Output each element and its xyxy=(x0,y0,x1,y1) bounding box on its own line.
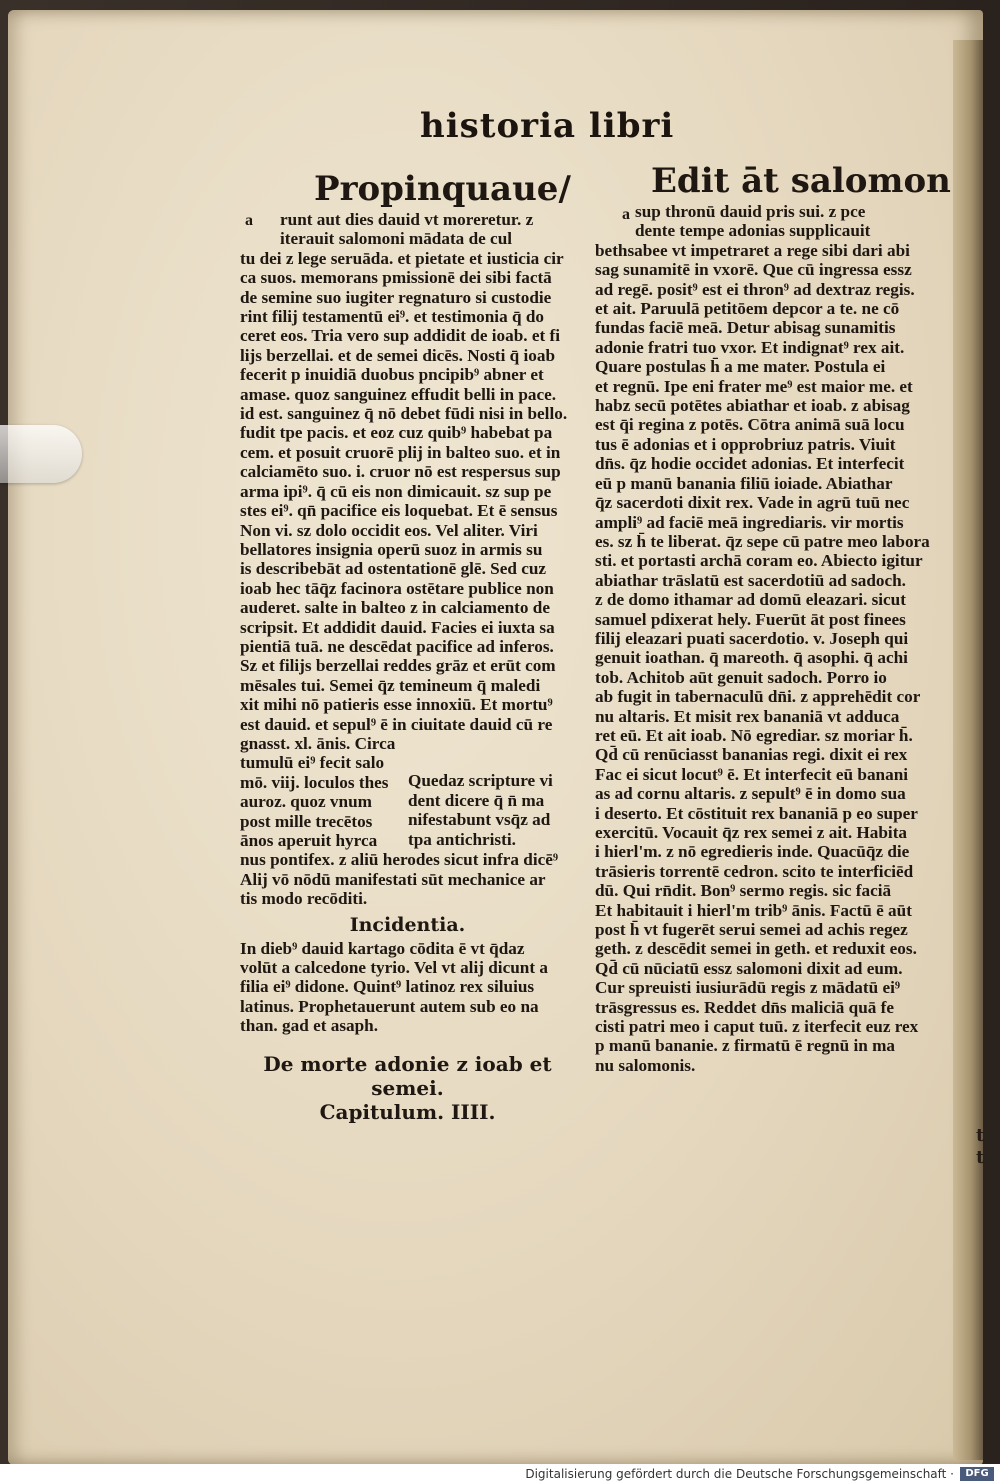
text-line: dn̄s. q̄z hodie occidet adonias. Et interfecit xyxy=(595,454,905,474)
text-line: sti. et portasti archā coram eo. Abiecto igitur xyxy=(595,551,923,571)
text-line: post mille trecētos xyxy=(240,811,373,831)
text-line: nus pontifex. z aliū herodes sicut infra dicē⁹ xyxy=(240,850,559,870)
right-marginal-letter: a xyxy=(622,206,630,223)
text-line: In dieb⁹ dauid kartago cōdita ē vt q̄daz xyxy=(240,938,525,958)
left-column xyxy=(240,168,575,1124)
text-line: fudit tpe pacis. et eoz cuz quib⁹ habebat pa xyxy=(240,423,553,443)
left-subcolumns xyxy=(240,753,575,850)
footer-bar xyxy=(0,1464,1000,1484)
text-line: auderet. salte in balteo z in calciamento de xyxy=(240,598,550,618)
text-line: et regnū. Ipe eni frater me⁹ est maior me. et xyxy=(595,376,913,396)
right-column xyxy=(595,160,951,1075)
text-line: lijs berzellai. et de semei dicēs. Nosti q̄ ioab xyxy=(240,345,556,365)
text-line: Fac ei sicut locut⁹ ē. Et interfecit eū banani xyxy=(595,764,909,784)
text-line: id est. sanguinez q̄ nō debet fūdi nisi in bello. xyxy=(240,404,568,424)
text-line: ret eū. Et ait ioab. Nō egrediar. sz moriar h̄. xyxy=(595,725,913,745)
text-line: iterauit salomoni mādata de cul xyxy=(280,229,513,249)
dfg-logo: DFG xyxy=(960,1467,994,1481)
text-line: filij eleazari puati sacerdotio. v. Joseph qui xyxy=(595,628,909,648)
chapter-title xyxy=(240,1052,575,1124)
text-line: rint filij testamentū ei⁹. et testimonia q̄ do xyxy=(240,307,544,327)
text-line: tu dei z lege seruāda. et pietate et iusticia cir xyxy=(240,248,564,268)
text-line: tpa antichristi. xyxy=(408,829,516,849)
chapter-title-line-1: De morte adonie z ioab et semei. xyxy=(263,1051,552,1100)
subcolumn-right xyxy=(408,753,573,850)
text-line: genuit ioathan. q̄ mareoth. q̄ asophi. q̄ achi xyxy=(595,648,908,668)
text-line: ampli⁹ ad faciē meā ingrediaris. vir mortis xyxy=(595,512,904,532)
text-line: pientiā tuā. ne descēdat pacifice ad inferos. xyxy=(240,636,554,656)
footer-credit: Digitalisierung gefördert durch die Deutsche Forschungsgemeinschaft · xyxy=(525,1467,954,1481)
text-line: fundas faciē meā. Detur abisag sunamitis xyxy=(595,318,896,338)
text-line: Et habitauit i hierl'm trib⁹ ānis. Factū ē aūt xyxy=(595,900,912,920)
next-page-edge-text: t t xyxy=(976,1125,985,1168)
text-line: Non vi. sz dolo occidit eos. Vel aliter. Viri xyxy=(240,520,538,540)
text-line: est dauid. et sepul⁹ ē in ciuitate dauid cū re xyxy=(240,714,553,734)
left-column-continuation xyxy=(240,850,575,908)
subcolumn-left xyxy=(240,753,400,850)
text-line: z de domo ithamar ad domū eleazari. sicut xyxy=(595,590,906,610)
text-line: trāsieris torrentē cedron. scito te interficiēd xyxy=(595,861,914,881)
text-line: tumulū ei⁹ fecit salo xyxy=(240,753,385,773)
text-line: as ad cornu altaris. z sepult⁹ ē in domo sua xyxy=(595,784,906,804)
text-line: Cur spreuisti iusiurādū regis z mādatū ei⁹ xyxy=(595,978,901,998)
chapter-title-line-2: Capitulum. IIII. xyxy=(319,1099,496,1124)
text-line: Quedaz scripture vi xyxy=(408,771,553,791)
text-line: eū p manū banania filiū ioiade. Abiathar xyxy=(595,473,893,493)
text-line: dū. Qui rn̄dit. Bon⁹ sermo regis. sic faciā xyxy=(595,881,892,901)
text-line: mēsales tui. Semei q̄z temineum q̄ maledi xyxy=(240,675,541,695)
text-line: sag sunamitē in vxorē. Que cū ingressa essz xyxy=(595,260,912,280)
right-column-incipit: Edit āt salomon xyxy=(651,161,951,201)
text-line: bellatores insignia operū suoz in armis su xyxy=(240,539,543,559)
text-line: Alij vō nōdū manifestati sūt mechanice ar xyxy=(240,869,546,889)
text-line: et ait. Paruulā petitōem depcor a te. ne cō xyxy=(595,299,900,319)
page-clip xyxy=(0,425,82,483)
text-line: latinus. Prophetauerunt autem sub eo na xyxy=(240,996,539,1016)
text-line: nifestabunt vsq̄z ad xyxy=(408,810,551,830)
text-line: mō. viij. loculos thes xyxy=(240,772,389,792)
text-line: arma ipi⁹. q̄ cū eis non dimicauit. sz sup pe xyxy=(240,481,552,501)
text-line: volūt a calcedone tyrio. Vel vt alij dicunt a xyxy=(240,958,548,978)
text-line: es. sz h̄ te liberat. q̄z sepe cū patre meo labora xyxy=(595,531,930,551)
text-line: dente tempe adonias supplicauit xyxy=(635,221,871,241)
text-line: i hierl'm. z nō egredieris inde. Quacūq̄z die xyxy=(595,842,910,862)
text-line: gnasst. xl. ānis. Circa xyxy=(240,733,396,753)
text-line: exercitū. Vocauit q̄z rex semei z ait. Habita xyxy=(595,823,908,842)
text-line: Qd̄ cū nūciatū essz salomoni dixit ad eum. xyxy=(595,958,903,978)
left-column-text xyxy=(240,210,575,753)
text-line: abiathar trāslatū est sacerdotiū ad sadoch. xyxy=(595,570,906,590)
text-line: than. gad et asaph. xyxy=(240,1016,379,1036)
text-line: ca suos. memorans pmissionē dei sibi factā xyxy=(240,268,552,288)
text-line: dent dicere q̄ n̄ ma xyxy=(408,790,545,810)
incidentia-heading: Incidentia. xyxy=(349,913,466,936)
text-line: post h̄ vt fugerēt serui semei ad achis regez xyxy=(595,920,908,940)
incidentia-text xyxy=(240,939,575,1036)
text-line: cisti patri meo i caput tuū. z iterfecit euz rex xyxy=(595,1017,919,1037)
right-column-text xyxy=(595,202,930,1075)
text-line: i deserto. Et cōstituit rex bananiā p eo super xyxy=(595,803,918,823)
text-line: tus ē adonias et i opprobriuz patris. Viuit xyxy=(595,434,896,454)
text-line: runt aut dies dauid vt moreretur. z xyxy=(280,210,534,229)
text-line: sup thronū dauid pris sui. z pce xyxy=(635,202,866,221)
text-line: p manū bananie. z firmatū ē regnū in ma xyxy=(595,1036,896,1056)
text-line: est q̄i regina z potēs. Cōtra animā suā locu xyxy=(595,415,905,435)
text-line: tis modo recōditi. xyxy=(240,889,368,909)
text-line: de semine suo iugiter regnaturo si custodie xyxy=(240,287,552,307)
text-line: q̄z sacerdoti dixit rex. Vade in agrū tuū nec xyxy=(595,493,910,513)
text-line: is describebāt ad ostentationē glē. Sed cuz xyxy=(240,559,547,579)
text-line: geth. z descēdit semei in geth. et reduxit eos. xyxy=(595,939,917,959)
text-line: tob. Achitob aūt genuit sadoch. Porro io xyxy=(595,667,887,687)
text-line: stes ei⁹. qn̄ pacifice eis loquebat. Et ē sensus xyxy=(240,501,558,521)
text-line: Quare postulas h̄ a me mater. Postula ei xyxy=(595,357,886,377)
text-line: fecerit p inuidiā duobus pncipib⁹ abner et xyxy=(240,365,544,385)
left-column-incipit: Propinquaue/ xyxy=(314,169,571,209)
text-line: amase. quoz sanguinez effudit belli in pace. xyxy=(240,384,557,404)
page-header: historia libri xyxy=(420,106,675,146)
text-line: ānos aperuit hyrca xyxy=(240,831,378,850)
text-line: nu altaris. Et misit rex bananiā vt adduca xyxy=(595,706,900,726)
text-line: ceret eos. Tria vero sup addidit de ioab. et fi xyxy=(240,326,561,346)
text-line: nu salomonis. xyxy=(595,1055,696,1075)
text-line: Sz et filijs berzellai reddes grāz et erūt com xyxy=(240,656,556,676)
text-line: adonie fratri tuo vxor. Et indignat⁹ rex ait. xyxy=(595,337,905,357)
text-line: Qd̄ cū renūciasst bananias regi. dixit ei rex xyxy=(595,745,908,765)
text-line: samuel pdixerat hely. Fuerūt āt post finees xyxy=(595,609,906,629)
text-line: ab fugit in tabernaculū dn̄i. z apprehēdit cor xyxy=(595,687,921,707)
text-line: cem. et posuit cruorē plij in balteo suo. et in xyxy=(240,442,561,462)
text-line: xit mihi nō patieris esse innoxiū. Et mortu⁹ xyxy=(240,695,553,715)
text-line: scripsit. Et addidit dauid. Facies ei iuxta sa xyxy=(240,617,555,637)
text-line: filia ei⁹ didone. Quint⁹ latinoz rex siluius xyxy=(240,977,535,997)
text-line: auroz. quoz vnum xyxy=(240,792,372,812)
text-line: calciamēto suo. i. cruor nō est respersus sup xyxy=(240,462,561,482)
left-marginal-letter: a xyxy=(245,212,253,229)
text-line: habz secū potētes abiathar et ioab. z abisag xyxy=(595,396,910,416)
text-line: bethsabee vt impetraret a rege sibi dari abi xyxy=(595,240,910,260)
text-line: ioab hec tāq̄z facinora ostētare publice non xyxy=(240,578,554,598)
text-line: trāsgressus es. Reddet dn̄s maliciā quā fe xyxy=(595,997,895,1017)
text-line: ad regē. posit⁹ est ei thron⁹ ad dextraz regis. xyxy=(595,279,915,299)
page-edge-strip xyxy=(953,40,983,1460)
